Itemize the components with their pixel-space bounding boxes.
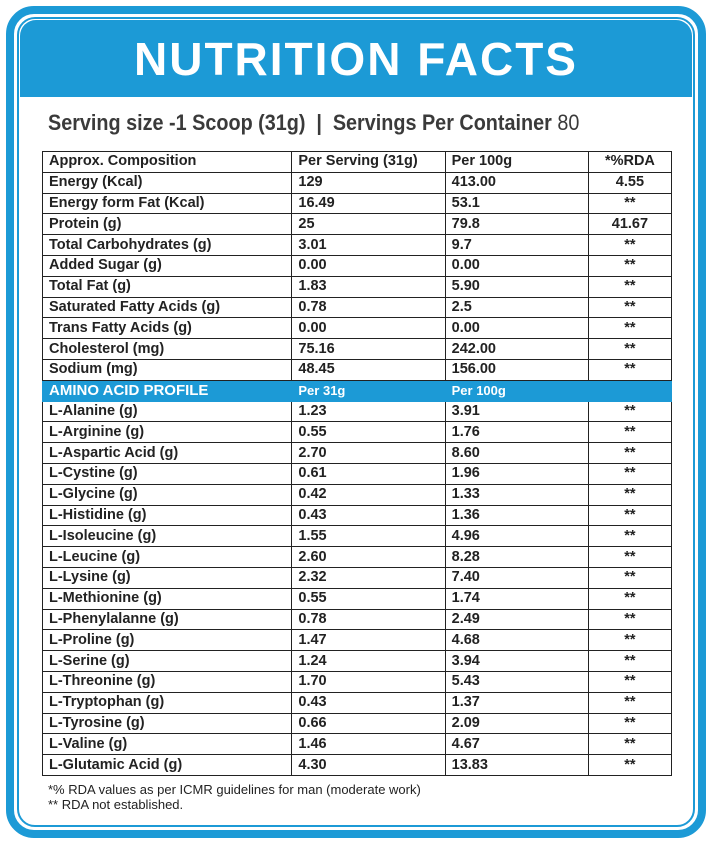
table-cell: ** [588,297,671,318]
table-cell: 25 [292,214,445,235]
table-cell: Energy form Fat (Kcal) [43,193,292,214]
table-cell: L-Cystine (g) [43,463,292,484]
table-cell: 156.00 [445,359,588,380]
table-row [43,401,672,422]
table-cell: 0.00 [445,318,588,339]
table-cell: Saturated Fatty Acids (g) [43,297,292,318]
table-cell: 13.83 [445,755,588,776]
table-row [43,547,672,568]
table-cell: Per 100g [445,380,588,401]
table-cell: L-Glutamic Acid (g) [43,755,292,776]
table-cell: 1.55 [292,526,445,547]
table-row [43,630,672,651]
table-cell: L-Lysine (g) [43,567,292,588]
table-row [43,214,672,235]
table-cell: ** [588,713,671,734]
table-cell: 4.55 [588,172,671,193]
table-cell: L-Valine (g) [43,734,292,755]
table-cell: ** [588,609,671,630]
table-cell: L-Alanine (g) [43,401,292,422]
table-cell: 0.55 [292,588,445,609]
table-cell: 1.96 [445,463,588,484]
table-cell: L-Methionine (g) [43,588,292,609]
table-cell: 2.09 [445,713,588,734]
table-cell: ** [588,526,671,547]
table-cell: 1.74 [445,588,588,609]
table-cell: L-Tyrosine (g) [43,713,292,734]
table-cell: 0.00 [445,255,588,276]
table-row [43,276,672,297]
servings-per-container-label: Servings Per Container [332,110,552,135]
table-cell: 1.36 [445,505,588,526]
table-cell: 0.42 [292,484,445,505]
table-row [43,588,672,609]
table-row [43,734,672,755]
table-cell: 2.60 [292,547,445,568]
table-row [43,526,672,547]
table-cell: ** [588,692,671,713]
table-row [43,567,672,588]
table-cell: L-Serine (g) [43,651,292,672]
title-banner [20,20,692,97]
table-cell: 5.43 [445,671,588,692]
table-cell: L-Tryptophan (g) [43,692,292,713]
table-cell: 242.00 [445,339,588,360]
table-cell: Cholesterol (mg) [43,339,292,360]
table-cell: Per 31g [292,380,445,401]
table-cell: 48.45 [292,359,445,380]
table-cell: 4.30 [292,755,445,776]
table-cell: L-Arginine (g) [43,422,292,443]
table-cell: Total Fat (g) [43,276,292,297]
table-cell: ** [588,339,671,360]
table-row [43,297,672,318]
table-cell: Total Carbohydrates (g) [43,235,292,256]
table-cell: 1.76 [445,422,588,443]
table-cell: 0.55 [292,422,445,443]
table-cell: ** [588,318,671,339]
table-cell: 4.67 [445,734,588,755]
table-cell: ** [588,755,671,776]
table-cell: 0.00 [292,318,445,339]
table-cell: 0.43 [292,505,445,526]
table-cell: 4.68 [445,630,588,651]
table-cell: 2.5 [445,297,588,318]
table-cell: ** [588,193,671,214]
table-cell: 7.40 [445,567,588,588]
table-cell: Added Sugar (g) [43,255,292,276]
table-cell: 1.70 [292,671,445,692]
table-row [43,193,672,214]
serving-info [48,110,579,136]
table-cell: AMINO ACID PROFILE [43,380,292,401]
table-cell: Sodium (mg) [43,359,292,380]
table-cell: L-Phenylalanne (g) [43,609,292,630]
table-cell: 0.78 [292,297,445,318]
footnote-rda: *% RDA values as per ICMR guidelines for man (moderate work) [48,782,421,797]
table-cell: 413.00 [445,172,588,193]
table-cell: 3.01 [292,235,445,256]
table-cell: L-Leucine (g) [43,547,292,568]
table-cell: L-Aspartic Acid (g) [43,443,292,464]
table-cell: ** [588,505,671,526]
table-cell: 75.16 [292,339,445,360]
table-cell: 53.1 [445,193,588,214]
table-cell: L-Threonine (g) [43,671,292,692]
amino-acid-header-row [43,380,672,401]
table-cell: *%RDA [588,152,671,173]
table-cell: 41.67 [588,214,671,235]
table-cell: ** [588,567,671,588]
table-row [43,651,672,672]
table-cell: ** [588,359,671,380]
table-cell: 5.90 [445,276,588,297]
table-cell: ** [588,484,671,505]
table-cell: Per Serving (31g) [292,152,445,173]
table-row [43,692,672,713]
table-cell: 1.83 [292,276,445,297]
table-cell: 2.49 [445,609,588,630]
table-cell: 129 [292,172,445,193]
table-cell: Energy (Kcal) [43,172,292,193]
table-cell: 0.00 [292,255,445,276]
table-cell: L-Proline (g) [43,630,292,651]
table-row [43,443,672,464]
footnotes [48,782,421,812]
table-cell: Trans Fatty Acids (g) [43,318,292,339]
table-row [43,713,672,734]
table-cell: 2.70 [292,443,445,464]
table-row [43,339,672,360]
table-cell: ** [588,630,671,651]
table-cell: 0.61 [292,463,445,484]
table-cell: 8.28 [445,547,588,568]
table-row [43,255,672,276]
table-cell: 1.46 [292,734,445,755]
table-row [43,318,672,339]
table-cell: ** [588,651,671,672]
table-row [43,422,672,443]
table-header-row [43,152,672,173]
table-cell: 0.78 [292,609,445,630]
table-cell: 3.91 [445,401,588,422]
table-cell: 8.60 [445,443,588,464]
table-row [43,484,672,505]
table-cell: 1.24 [292,651,445,672]
table-cell: ** [588,235,671,256]
table-cell: ** [588,276,671,297]
table-cell: Per 100g [445,152,588,173]
table-row [43,235,672,256]
table-row [43,505,672,526]
table-cell: 1.33 [445,484,588,505]
table-cell: L-Glycine (g) [43,484,292,505]
table-cell: ** [588,255,671,276]
table-cell: 2.32 [292,567,445,588]
footnote-not-established: ** RDA not established. [48,797,184,812]
table-cell: ** [588,401,671,422]
table-cell: 0.43 [292,692,445,713]
table-cell: 1.23 [292,401,445,422]
table-cell: ** [588,547,671,568]
table-cell: 1.37 [445,692,588,713]
table-cell: L-Isoleucine (g) [43,526,292,547]
table-cell: ** [588,671,671,692]
table-row [43,172,672,193]
table-row [43,463,672,484]
nutrition-table [42,151,672,776]
table-cell: 9.7 [445,235,588,256]
table-cell [588,380,671,401]
table-cell: L-Histidine (g) [43,505,292,526]
table-row [43,755,672,776]
table-cell: ** [588,588,671,609]
table-cell: ** [588,422,671,443]
servings-per-container-value: 80 [557,110,580,135]
table-cell: ** [588,443,671,464]
table-cell: Approx. Composition [43,152,292,173]
table-cell: 4.96 [445,526,588,547]
table-cell: ** [588,734,671,755]
table-cell: 3.94 [445,651,588,672]
table-cell: 16.49 [292,193,445,214]
table-cell: 1.47 [292,630,445,651]
table-cell: 0.66 [292,713,445,734]
serving-separator: | [316,110,322,135]
serving-size: Serving size -1 Scoop (31g) [48,110,306,135]
page-title: NUTRITION FACTS [134,32,578,85]
table-cell: Protein (g) [43,214,292,235]
table-row [43,671,672,692]
table-cell: ** [588,463,671,484]
table-row [43,359,672,380]
table-cell: 79.8 [445,214,588,235]
table-row [43,609,672,630]
